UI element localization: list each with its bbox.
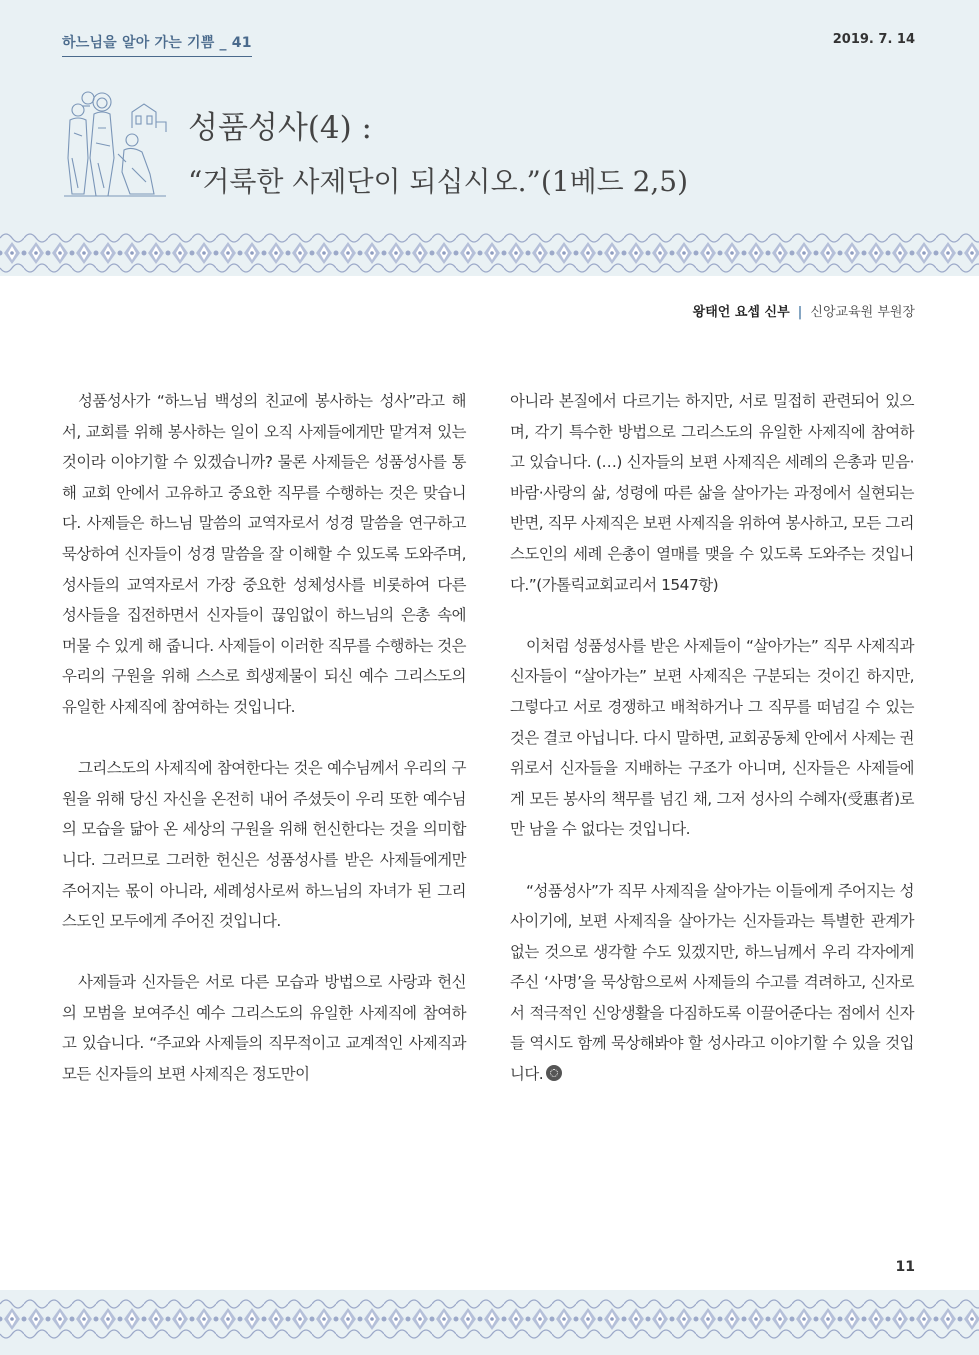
author-name: 왕태언 요셉 신부 [692,305,790,320]
page-title: 성품성사(4) : [188,110,372,146]
christ-with-apostles-illustration [60,88,170,200]
page-subtitle: “거룩한 사제단이 되십시오.”(1베드 2,5) [188,165,689,198]
paragraph [510,876,914,1090]
series-title: 하느님을 알아 가는 기쁨 _ 41 [62,32,252,57]
page-number: 11 [895,1259,915,1275]
issue-date: 2019. 7. 14 [832,32,915,47]
paragraph: 아니라 본질에서 다르기는 하지만, 서로 밀접히 관련되어 있으며, 각기 특수한 방법으로 그리스도의 유일한 사제직에 참여하고 있습니다. (…) 신자들의 보편 사제직은 세례의 은총과 믿음·바람·사랑의 삶, 성령에 따른 삶을 살아가는 과정에서 실현되는 반면, 직무 사제직은 보편 사제직을 위하여 봉사하고, 모든 그리스도인의 세례 은총이 열매를 맺을 수 있도록 도와주는 것입니다.”(가톨릭교회교리서 1547항) [510,392,914,594]
lace-border-ornament [0,230,979,276]
author-role: 신앙교육원 부원장 [810,305,915,320]
end-mark-icon [546,1065,562,1081]
paragraph-text: “성품성사”가 직무 사제직을 살아가는 이들에게 주어지는 성사이기에, 보편 사제직을 살아가는 신자들과는 특별한 관계가 없는 것으로 생각할 수도 있겠지만, 하느님께서 우리 각자에게 주신 ‘사명’을 묵상함으로써 사제들의 수고를 격려하고, 신자로서 적극적인 신앙생활을 다짐하도록 이끌어준다는 점에서 신자들 역시도 함께 묵상해봐야 할 성사라고 이야기할 수 있을 것입니다. [510,881,914,1084]
paragraph: 성품성사가 “하느님 백성의 친교에 봉사하는 성사”라고 해서, 교회를 위해 봉사하는 일이 오직 사제들에게만 맡겨져 있는 것이라 이야기할 수 있겠습니까? 물론 사제들은 성품성사를 통해 교회 안에서 고유하고 중요한 직무를 수행하는 것은 맞습니다. 사제들은 하느님 말씀의 교역자로서 성경 말씀을 연구하고 묵상하여 신자들이 성경 말씀을 잘 이해할 수 있도록 도와주며, 성사들의 교역자로서 가장 중요한 성체성사를 비롯하여 다른 성사들을 집전하면서 신자들이 끊임없이 하느님의 은총 속에 머물 수 있게 해 줍니다. 사제들이 이러한 직무를 수행하는 것은 우리의 구원을 위해 스스로 희생제물이 되신 예수 그리스도의 유일한 사제직에 참여하는 것입니다. [62,392,466,716]
lace-border-ornament [0,1296,979,1342]
byline-separator: | [797,305,803,320]
paragraph: 이처럼 성품성사를 받은 사제들이 “살아가는” 직무 사제직과 신자들이 “살아가는” 보편 사제직은 구분되는 것이긴 하지만, 그렇다고 서로 경쟁하고 배척하거나 그 직무를 떠넘길 수 있는 것은 결코 아닙니다. 다시 말하면, 교회공동체 안에서 사제는 권위로서 신자들을 지배하는 구조가 아니며, 신자들은 사제들에게 모든 봉사의 책무를 넘긴 채, 그저 성사의 수혜자(受惠者)로만 남을 수 없다는 것입니다. [510,636,914,839]
paragraph: 그리스도의 사제직에 참여한다는 것은 예수님께서 우리의 구원을 위해 당신 자신을 온전히 내어 주셨듯이 우리 또한 예수님의 모습을 닮아 온 세상의 구원을 위해 헌신한다는 것을 의미합니다. 그러므로 그러한 헌신은 성품성사를 받은 사제들에게만 주어지는 몫이 아니라, 세례성사로써 하느님의 자녀가 된 그리스도인 모두에게 주어진 것입니다. [62,759,466,931]
paragraph: 사제들과 신자들은 서로 다른 모습과 방법으로 사랑과 헌신의 모범을 보여주신 예수 그리스도의 유일한 사제직에 참여하고 있습니다. “주교와 사제들의 직무적이고 교계적인 사제직과 모든 신자들의 보편 사제직은 정도만이 [62,973,466,1084]
left-column [62,386,466,1120]
byline [693,301,915,320]
right-column [510,386,914,1120]
